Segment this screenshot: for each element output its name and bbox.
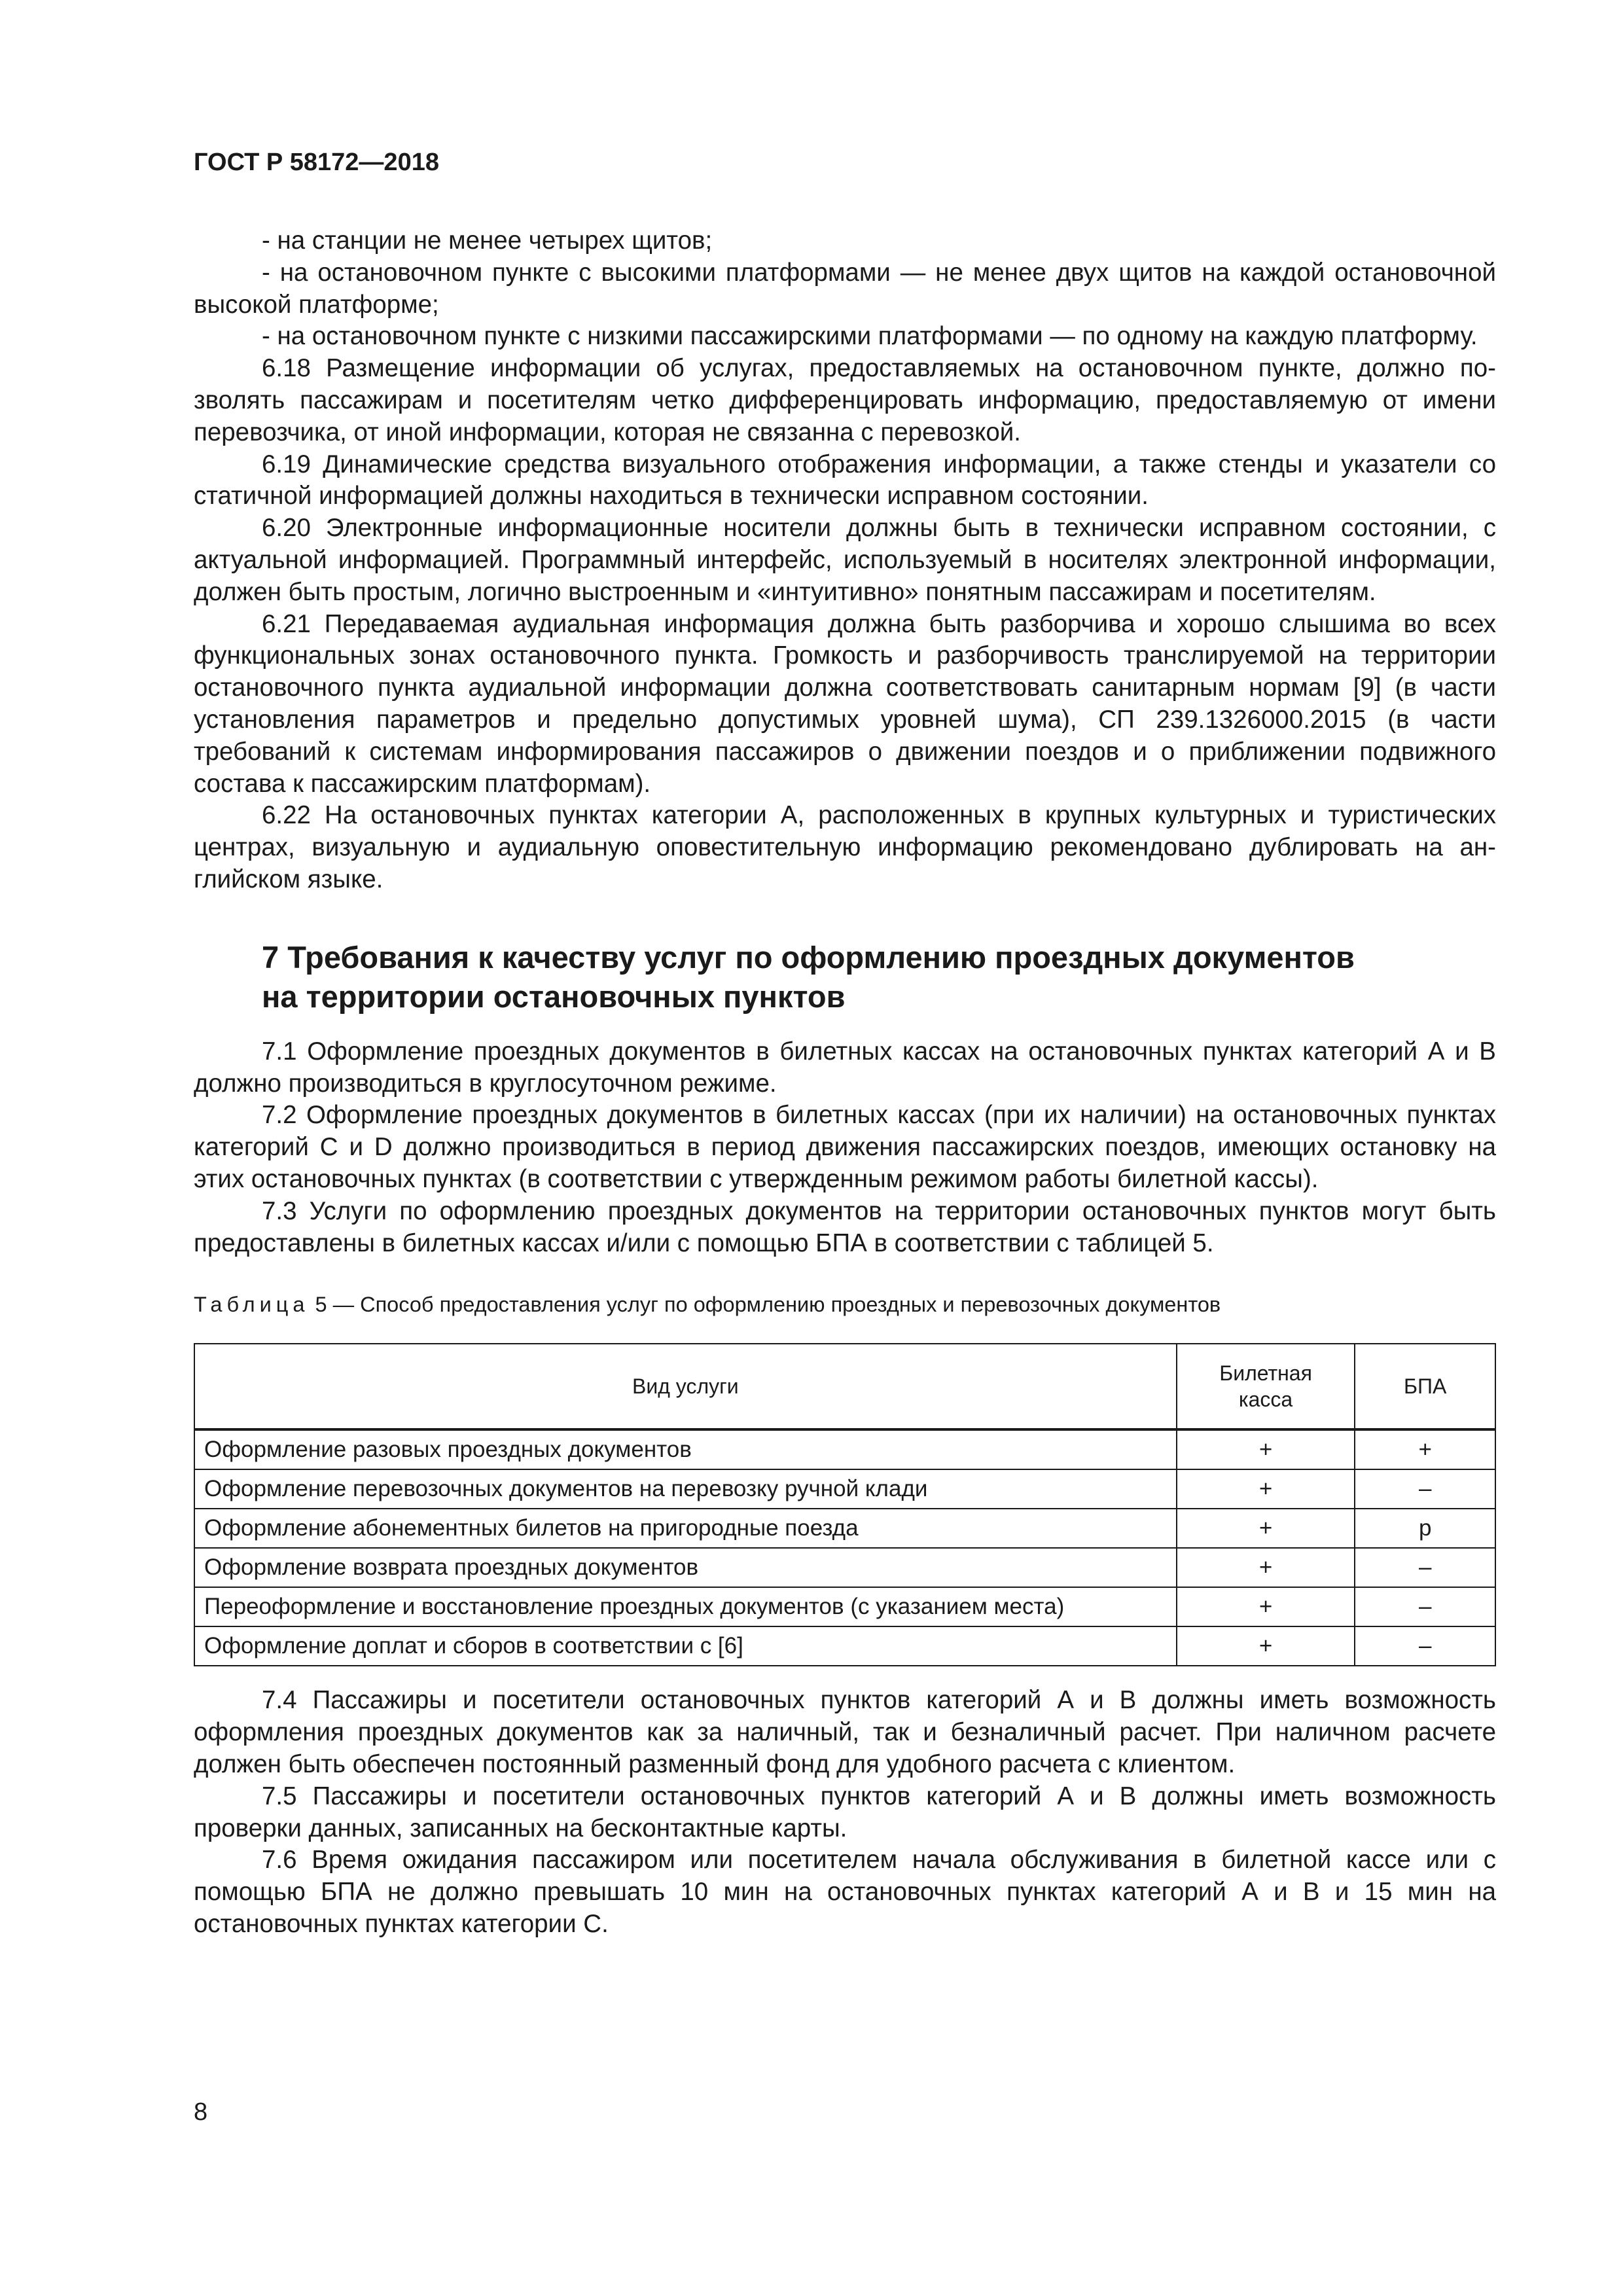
table-row xyxy=(194,1469,1495,1509)
list-item-high-platforms: - на остановочном пункте с высокими платформами — не менее двух щитов на каждой остановочной высокой платформе; xyxy=(194,258,1496,319)
cell-bpa: – xyxy=(1355,1469,1495,1509)
table-row xyxy=(194,1429,1495,1469)
section-7-heading-line1: 7 Требования к качеству услуг по оформлению проездных документов xyxy=(262,939,1355,975)
page-number: 8 xyxy=(194,2098,208,2126)
clause-7-2: 7.2 Оформление проездных документов в билетных кассах (при их наличии) на остановочных пунктах категорий С и D должно производиться в период движения пассажирских поездов, имеющих остановку на этих остановочных пунктах (в соответствии с утвержденным режимом работы билетной кассы). xyxy=(194,1101,1496,1193)
cell-bpa: – xyxy=(1355,1587,1495,1626)
cell-bpa: – xyxy=(1355,1626,1495,1666)
cell-bpa: – xyxy=(1355,1548,1495,1587)
header-ticket-office-text: Билетная касса xyxy=(1219,1361,1312,1412)
document-id-header: ГОСТ Р 58172—2018 xyxy=(194,149,439,176)
clause-7-4: 7.4 Пассажиры и посетители остановочных пунктов категорий А и В должны иметь возможность оформления проездных документов как за наличный, так и безналичный расчет. При наличном расчете должен быть обеспечен постоянный разменный фонд для удобного расчета с клиентом. xyxy=(194,1686,1496,1778)
table-row xyxy=(194,1509,1495,1548)
clause-6-22: 6.22 На остановочных пунктах категории А, расположенных в крупных культурных и туристических центрах, визуальную и аудиальную оповестительную информацию рекомендовано дублировать на английском языке. xyxy=(194,801,1496,893)
table-header-row xyxy=(194,1344,1495,1429)
clause-6-21: 6.21 Передаваемая аудиальная информация должна быть разборчива и хорошо слышима во всех функциональных зонах остановочного пункта. Громкость и разборчивость транслируемой на территории остановочного пункта аудиальной информации должна соответствовать санитарным нормам [9] (в части установления параметров и предельно допустимых уровней шума), СП 239.1326000.2015 (в части требований к системам информирования пассажиров о движении поездов и о приближении подвижного состава к пассажирским платформам). xyxy=(194,609,1496,798)
cell-service: Оформление доплат и сборов в соответствии с [6] xyxy=(194,1626,1177,1666)
cell-bpa: + xyxy=(1355,1429,1495,1469)
cell-bpa: р xyxy=(1355,1509,1495,1548)
clause-7-5: 7.5 Пассажиры и посетители остановочных пунктов категорий А и В должны иметь возможность проверки данных, записанных на бесконтактные карты. xyxy=(194,1782,1496,1842)
list-item-station: - на станции не менее четырех щитов; xyxy=(262,226,713,255)
cell-service: Переоформление и восстановление проездных документов (с указанием места) xyxy=(194,1587,1177,1626)
section6-continuation xyxy=(194,225,1496,896)
cell-service: Оформление возврата проездных документов xyxy=(194,1548,1177,1587)
clause-6-19: 6.19 Динамические средства визуального отображения информации, а также стенды и указатели со статичной информацией должны находиться в технически исправном состоянии. xyxy=(194,450,1496,511)
table-caption-text: 5 — Способ предоставления услуг по оформлению проездных и перевозочных документов xyxy=(309,1293,1221,1317)
cell-kassa: + xyxy=(1177,1469,1355,1509)
clause-7-1: 7.1 Оформление проездных документов в билетных кассах на остановочных пунктах категорий А и В должно производиться в круглосуточном режиме. xyxy=(194,1037,1496,1098)
cell-service: Оформление перевозочных документов на перевозку ручной клади xyxy=(194,1469,1177,1509)
clause-7-6: 7.6 Время ожидания пассажиром или посетителем начала обслуживания в билетной кассе или с помощью БПА не должно превышать 10 мин на остановочных пунктах категорий А и В и 15 мин на остановочных пунктах категории С. xyxy=(194,1846,1496,1938)
clause-6-18: 6.18 Размещение информации об услугах, предоставляемых на остановочном пункте, должно позволять пассажирам и посетителям четко дифференцировать информацию, предоставляемую от имени перевозчика, от иной информации, которая не связанна с перевозкой. xyxy=(194,354,1496,446)
cell-service: Оформление разовых проездных документов xyxy=(194,1429,1177,1469)
cell-kassa: + xyxy=(1177,1509,1355,1548)
table-caption-label: Таблица xyxy=(194,1293,310,1317)
cell-service: Оформление абонементных билетов на пригородные поезда xyxy=(194,1509,1177,1548)
section-7-heading-line2: на территории остановочных пунктов xyxy=(262,978,846,1014)
cell-kassa: + xyxy=(1177,1587,1355,1626)
clause-7-3: 7.3 Услуги по оформлению проездных документов на территории остановочных пунктов могут быть предоставлены в билетных кассах и/или с помощью БПА в соответствии с таблицей 5. xyxy=(194,1196,1496,1257)
header-bpa: БПА xyxy=(1355,1344,1495,1429)
cell-kassa: + xyxy=(1177,1429,1355,1469)
cell-kassa: + xyxy=(1177,1626,1355,1666)
table-5-caption xyxy=(194,1291,1496,1318)
header-ticket-office xyxy=(1177,1344,1355,1429)
list-item-low-platforms: - на остановочном пункте с низкими пассажирскими платформами — по одному на каждую платформу. xyxy=(262,322,1478,351)
cell-kassa: + xyxy=(1177,1548,1355,1587)
clause-6-20: 6.20 Электронные информационные носители должны быть в технически исправном состоянии, с актуальной информацией. Программный интерфейс, используемый в носителях электронной информации, должен быть простым, логично выстроенным и «интуитивно» понятным пассажирам и посетителям. xyxy=(194,514,1496,606)
section-7-heading xyxy=(262,938,1496,1016)
table-row xyxy=(194,1548,1495,1587)
table-5 xyxy=(194,1343,1496,1666)
table-row xyxy=(194,1626,1495,1666)
table-row xyxy=(194,1587,1495,1626)
document-page xyxy=(194,147,1496,1941)
header-service-type: Вид услуги xyxy=(194,1344,1177,1429)
